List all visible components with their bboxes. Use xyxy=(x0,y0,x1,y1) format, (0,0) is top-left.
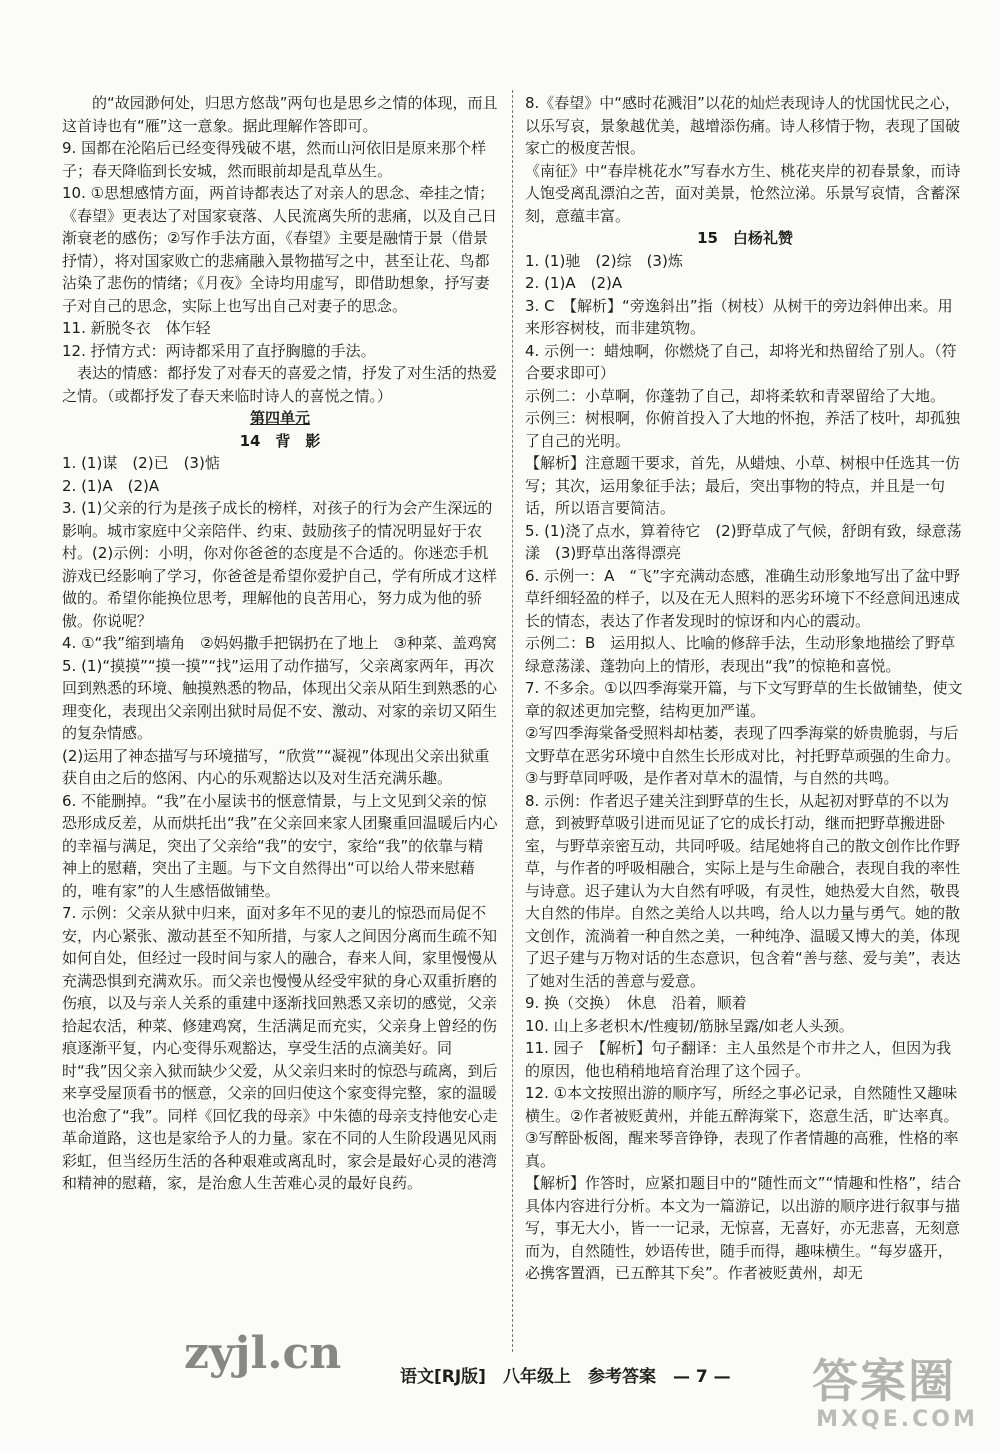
column-divider xyxy=(512,90,513,1352)
right-answer-block: 5. (1)浇了点水，算着待它 (2)野草成了气候，舒朗有致，绿意荡漾 (3)野草出落得漂亮 xyxy=(525,521,962,562)
left-answer-block: 5. (1)“摸摸”“摸一摸”“找”运用了动作描写，父亲离家两年，再次回到熟悉的环境、触摸熟悉的物品，体现出父亲从陌生到熟悉的心理变化，表现出父亲刚出狱时局促不安、激动、对家的亲切又陌生的复杂情感。 (2)运用了神态描写与环境描写，“欣赏”“凝视”体现出父亲出狱重获自由之后的悠闲、内心的乐观豁达以及对生活充满乐趣。 xyxy=(62,656,498,787)
watermark-domain: MXQE.COM xyxy=(816,1407,978,1432)
right-answer-block: 8. 示例：作者迟子建关注到野草的生长，从起初对野草的不以为意，到被野草吸引进而见证了它的成长打动，继而把野草搬进卧室，与野草亲密互动，共同呼吸。结尾她将自己的散文创作比作野草，与作者的呼吸相融合，实际上是与生命融合，表现自我的率性与诗意。迟子建认为大自然有呼吸，有灵性，她热爱大自然，敬畏大自然的伟岸。自然之美给人以共鸣，给人以力量与勇气。她的散文创作，流淌着一种自然之美，一种纯净、温暖又博大的美，体现了迟子建与万物对话的生态意识，包含着“善与慈、爱与美”，表达了她对生活的善意与爱意。 xyxy=(525,791,961,990)
left-answer-block: 7. 示例：父亲从狱中归来，面对多年不见的妻儿的惊恐而局促不安，内心紧张、激动甚至不知所措，与家人之间因分离而生疏不知如何自处，但经过一段时间与家人的融合，春来人间，家里慢慢从充满恐惧到充满欢乐。而父亲也慢慢从经受牢狱的身心双重折磨的伤痕，以及与亲人关系的重建中逐渐找回熟悉又亲切的感觉，父亲拾起农活，种菜、修建鸡窝，生活满足而充实，父亲身上曾经的伤痕逐渐平复，内心变得乐观豁达，享受生活的点滴美好。同时“我”因父亲入狱而缺少父爱，从父亲归来时的惊恐与疏离，到后来享受屋顶看书的惬意，父亲的回归使这个家变得完整，家的温暖也治愈了“我”。同样《回忆我的母亲》中朱德的母亲支持他安心走革命道路，这也是家给予人的力量。家在不同的人生阶段遇见风雨彩虹，但当经历生活的各种艰难或离乱时，家会是最好心灵的港湾和精神的慰藉，家，是治愈人生苦难心灵的最好良药。 xyxy=(62,904,498,1192)
right-column xyxy=(525,92,965,1285)
watermark-zyjl: zyjl.cn xyxy=(184,1328,342,1379)
left-answer-block: 的“故园渺何处，归思方悠哉”两句也是思乡之情的体现，而且 这首诗也有“雁”这一意象。据此理解作答即可。 xyxy=(62,94,498,135)
left-section-title: 第四单元 xyxy=(249,409,310,427)
right-answer-block: 9. 换（交换） 休息 沿着，顺着 xyxy=(525,994,747,1012)
right-answer-block: 6. 示例一：A “飞”字充满动态感，准确生动形象地写出了盆中野草纤细轻盈的样子，以及在无人照料的恶劣环境下不经意间迅速成长的情态，表达了作者发现时的惊讶和内心的震动。 示例二：B 运用拟人、比喻的修辞手法，生动形象地描绘了野草绿意荡漾、蓬勃向上的情形，表现出“我”的惊艳和喜悦。 xyxy=(525,566,961,675)
right-answer-block: 3. C 【解析】“旁逸斜出”指（树枝）从树干的旁边斜伸出来。用来形容树枝，而非建筑物。 xyxy=(525,296,953,337)
left-answer-block: 6. 不能删掉。“我”在小屋读书的惬意情景，与上文见到父亲的惊恐形成反差，从而烘托出“我”在父亲回来家人团聚重回温暖后内心的幸福与满足，突出了父亲给“我”的安宁，家给“我”的依靠与精神上的慰藉，突出了主题。与下文自然得出“可以给人带来慰藉的，唯有家”的人生感悟做铺垫。 xyxy=(62,791,498,900)
page-footer: 语文[RJ版] 八年级上 参考答案 — 7 — xyxy=(400,1367,731,1387)
left-column xyxy=(62,92,498,1195)
left-answer-block: 4. ①“我”缩到墙角 ②妈妈撒手把锅扔在了地上 ③种菜、盖鸡窝 xyxy=(62,634,497,652)
left-answer-block: 2. (1)A (2)A xyxy=(62,476,160,495)
right-section-title: 15 白杨礼赞 xyxy=(697,229,793,247)
right-answer-block: 12. ①本文按照出游的顺序写，所经之事必记录，自然随性又趣味横生。②作者被贬黄州，并能五醉海棠下，恣意生活，旷达率真。③写醉卧板阁，醒来琴音铮铮，表现了作者情趣的高雅，性格的率真。 【解析】作答时，应紧扣题目中的“随性而文”“情趣和性格”，结合具体内容进行分析。本文为一篇游记，以出游的顺序进行叙事与描写，事无大小，皆一一记录，无惊喜，无喜好，亦无悲喜，无刻意而为，自然随性，妙语传世，随手而得，趣味横生。“每岁盛开，必携客置酒，已五醉其下矣”。作者被贬黄州，却无 xyxy=(525,1084,962,1282)
right-answer-block: 1. (1)驰 (2)综 (3)炼 xyxy=(525,251,683,270)
left-answer-block: 9. 国都在沦陷后已经变得残破不堪，然而山河依旧是原来那个样子；春天降临到长安城，然而眼前却是乱草丛生。 xyxy=(62,139,487,180)
right-answer-block: 7. 不多余。①以四季海棠开篇，与下文写野草的生长做铺垫，使文章的叙述更加完整，结构更加严谨。 ②写四季海棠备受照料却枯萎，表现了四季海棠的娇贵脆弱，与后文野草在恶劣环境中自然生长形成对比，衬托野草顽强的生命力。 ③与野草同呼吸，是作者对草木的温情，与自然的共鸣。 xyxy=(525,679,963,787)
right-answer-block: 11. 园子 【解析】句子翻译：主人虽然是个市井之人，但因为我的原因，他也稍稍地培育治理了这个园子。 xyxy=(525,1039,952,1080)
left-answer-block: 12. 抒情方式：两诗都采用了直抒胸臆的手法。 表达的情感：都抒发了对春天的喜爱之情，抒发了对生活的热爱之情。（或都抒发了春天来临时诗人的喜悦之情。） xyxy=(62,341,498,405)
left-answer-block: 1. (1)谋 (2)已 (3)惦 xyxy=(62,454,220,472)
right-answer-block: 10. 山上多老枳木/性瘦韧/筋脉呈露/如老人头颈。 xyxy=(525,1016,854,1035)
right-answer-block: 8.《春望》中“感时花溅泪”以花的灿烂表现诗人的忧国忧民之心，以乐写哀，景象越优美，越增添伤痛。诗人移情于物，表现了国破家亡的极度苦恨。 《南征》中“春岸桃花水”写春水方生、桃花夹岸的初春景象，而诗人饱受离乱漂泊之苦，面对美景，怆然泣涕。乐景写哀情，含蓄深刻，意蕴丰富。 xyxy=(525,94,961,225)
watermark-mxqe xyxy=(812,1355,982,1433)
left-answer-block: 10. ①思想感情方面，两首诗都表达了对亲人的思念、牵挂之情；《春望》更表达了对国家衰落、人民流离失所的悲痛，以及自己日渐衰老的感伤；②写作手法方面，《春望》主要是融情于景（借景抒情），将对国家败亡的悲痛融入景物描写之中，甚至让花、鸟都沾染了悲伤的情绪；《月夜》全诗均用虚写，即借助想象，抒写妻子对自己的思念，实际上也写出自己对妻子的思念。 xyxy=(62,184,498,315)
watermark-seal: 答案圈 xyxy=(812,1354,956,1408)
right-answer-block: 4. 示例一：蜡烛啊，你燃烧了自己，却将光和热留给了别人。（符合要求即可） 示例二：小草啊，你蓬勃了自己，却将柔软和青翠留给了大地。 示例三：树根啊，你俯首投入了大地的怀抱，养活了枝叶，却孤独了自己的光明。 【解析】注意题干要求，首先，从蜡烛、小草、树根中任选其一仿写；其次，运用象征手法；最后，突出事物的特点，并且是一句话，所以语言要简洁。 xyxy=(525,341,961,517)
left-section-title: 14 背 影 xyxy=(239,431,321,450)
left-answer-block: 3. (1)父亲的行为是孩子成长的榜样，对孩子的行为会产生深远的影响。城市家庭中父亲陪伴、约束、鼓励孩子的情况明显好于农村。(2)示例：小明，你对你爸爸的态度是不合适的。你迷恋手机游戏已经影响了学习，你爸爸是希望你爱护自己，学有所成才这样做的。希望你能换位思考，理解他的良苦用心，努力成为他的骄傲。你说呢？ xyxy=(62,499,498,630)
right-answer-block: 2. (1)A (2)A xyxy=(525,274,623,292)
left-answer-block: 11. 新脱冬衣 体乍轻 xyxy=(62,319,211,337)
